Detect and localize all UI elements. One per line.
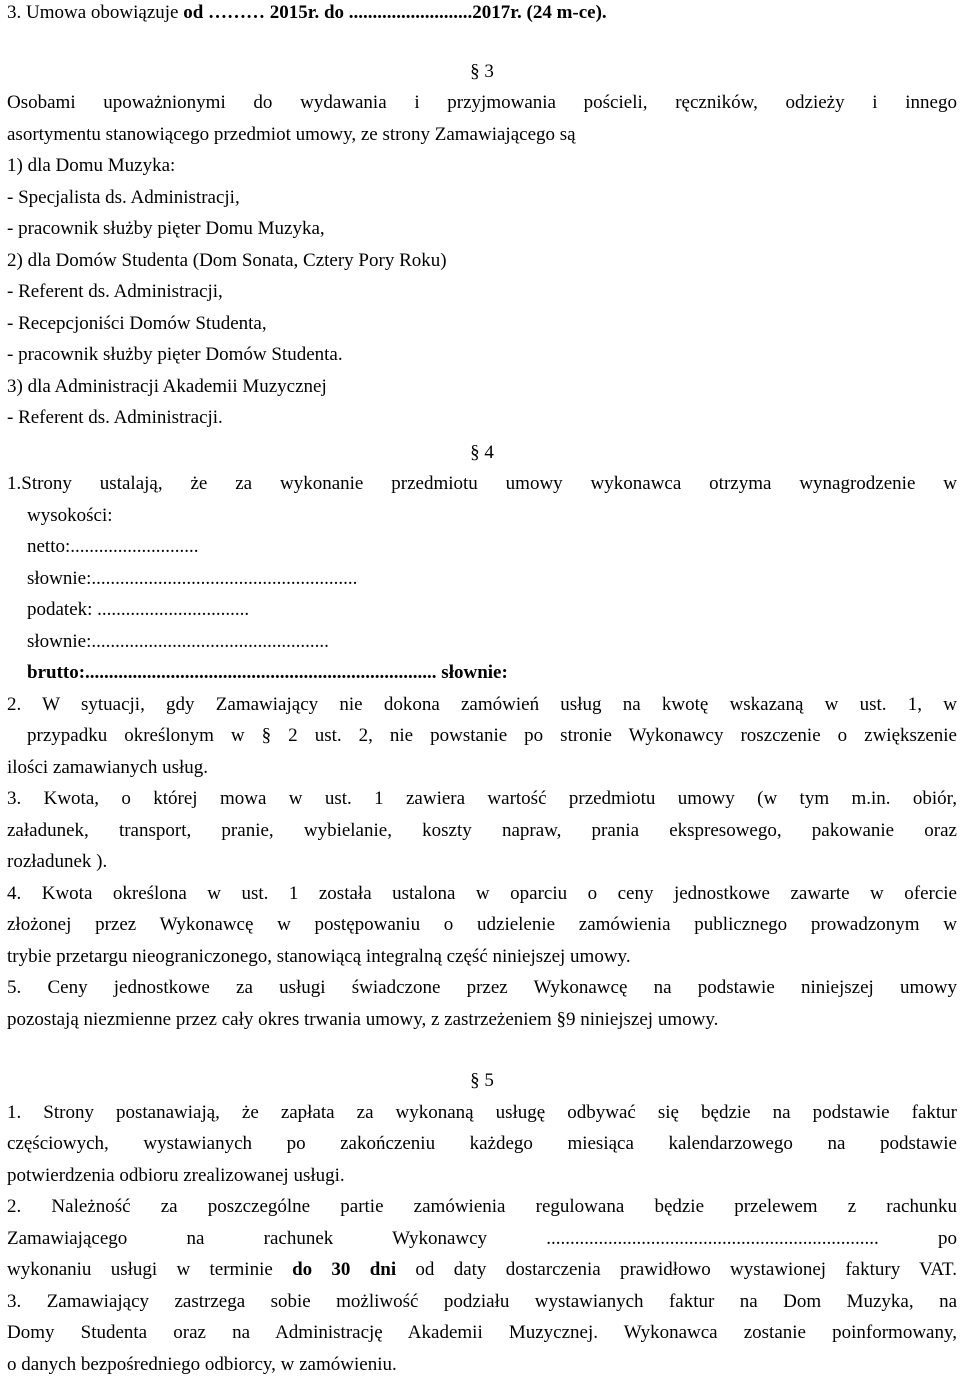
section-5-p3-line: Domy Studenta oraz na Administrację Akademii Muzycznej. Wykonawca zostanie poinformowany, (7, 1317, 957, 1349)
section-4-p2-line: przypadku określonym w § 2 ust. 2, nie powstanie po stronie Wykonawcy roszczenie o zwiększenie (7, 720, 957, 752)
section-5-p1-line: częściowych, wystawianych po zakończeniu każdego miesiąca kalendarzowego na podstawie (7, 1128, 957, 1160)
p2-deadline: do 30 dni (292, 1259, 396, 1280)
section-5-p2-line: 2. Należność za poszczególne partie zamówienia regulowana będzie przelewem z rachunku (7, 1191, 957, 1223)
p2-text-b: od daty dostarczenia prawidłowo wystawionej faktury VAT. (396, 1259, 957, 1280)
section-3-line: - Referent ds. Administracji, (7, 276, 957, 308)
contract-term-dates: od ……… 2015r. do ..........................2017r. (24 m-ce). (183, 2, 606, 23)
section-4-body (7, 468, 957, 1035)
section-3-body (7, 87, 957, 434)
section-4-p3-line: załadunek, transport, pranie, wybielanie, koszty napraw, prania ekspresowego, pakowanie oraz (7, 815, 957, 847)
p2-text-a: wykonaniu usługi w terminie (7, 1259, 292, 1280)
section-3-line: - Recepcjoniści Domów Studenta, (7, 308, 957, 340)
tax-field: podatek: ................................ (7, 594, 957, 626)
section-5-p1-line: potwierdzenia odbioru zrealizowanej usługi. (7, 1160, 957, 1192)
section-3-line: 3) dla Administracji Akademii Muzycznej (7, 371, 957, 403)
section-5-body (7, 1097, 957, 1380)
section-5-heading: § 5 (7, 1065, 957, 1097)
netto-field: netto:........................... (7, 531, 957, 563)
section-3-line: - pracownik służby pięter Domu Muzyka, (7, 213, 957, 245)
contract-term-prefix: 3. Umowa obowiązuje (7, 2, 183, 23)
section-4-p3-line: rozładunek ). (7, 846, 957, 878)
section-4-p4-line: 4. Kwota określona w ust. 1 została ustalona w oparciu o ceny jednostkowe zawarte w ofercie (7, 878, 957, 910)
section-3-line: - pracownik służby pięter Domów Studenta. (7, 339, 957, 371)
section-4-p2-line: ilości zamawianych usług. (7, 752, 957, 784)
document-page (7, 0, 957, 1380)
section-3-heading: § 3 (7, 56, 957, 88)
section-4-heading: § 4 (7, 437, 957, 469)
section-3-line: asortymentu stanowiącego przedmiot umowy, ze strony Zamawiającego są (7, 119, 957, 151)
section-4-p2-line: 2. W sytuacji, gdy Zamawiający nie dokona zamówień usług na kwotę wskazaną w ust. 1, w (7, 689, 957, 721)
brutto-field (7, 657, 957, 689)
netto-words-field: słownie:........................................................ (7, 563, 957, 595)
brutto-text: brutto:.......................................................................... słownie: (27, 662, 508, 683)
section-5-p2-line-3 (7, 1254, 957, 1286)
section-3-line: 2) dla Domów Studenta (Dom Sonata, Cztery Pory Roku) (7, 245, 957, 277)
section-3-line: 1) dla Domu Muzyka: (7, 150, 957, 182)
section-3-line: - Referent ds. Administracji. (7, 402, 957, 434)
section-4-p4-line: trybie przetargu nieograniczonego, stanowiącą integralną część niniejszej umowy. (7, 941, 957, 973)
section-5-p3-line: 3. Zamawiający zastrzega sobie możliwość podziału wystawianych faktur na Dom Muzyka, na (7, 1286, 957, 1318)
contract-term-line (7, 0, 957, 29)
section-4-p3-line: 3. Kwota, o której mowa w ust. 1 zawiera wartość przedmiotu umowy (w tym m.in. obiór, (7, 783, 957, 815)
remuneration-intro-cont: wysokości: (7, 500, 957, 532)
section-4-p4-line: złożonej przez Wykonawcę w postępowaniu o udzielenie zamówienia publicznego prowadzonym w (7, 909, 957, 941)
section-3-line: - Specjalista ds. Administracji, (7, 182, 957, 214)
tax-words-field: słownie:.................................................. (7, 626, 957, 658)
section-4-p5-line: 5. Ceny jednostkowe za usługi świadczone przez Wykonawcę na podstawie niniejszej umowy (7, 972, 957, 1004)
section-5-p3-line: o danych bezpośredniego odbiorcy, w zamówieniu. (7, 1349, 957, 1380)
section-4-p5-line: pozostają niezmienne przez cały okres trwania umowy, z zastrzeżeniem §9 niniejszej umowy. (7, 1004, 957, 1036)
section-5-p1-line: 1. Strony postanawiają, że zapłata za wykonaną usługę odbywać się będzie na podstawie faktur (7, 1097, 957, 1129)
section-3-line: Osobami upoważnionymi do wydawania i przyjmowania pościeli, ręczników, odzieży i innego (7, 87, 957, 119)
remuneration-intro: 1.Strony ustalają, że za wykonanie przedmiotu umowy wykonawca otrzyma wynagrodzenie w (7, 468, 957, 500)
section-5-p2-line: Zamawiającego na rachunek Wykonawcy ...................................................................... po (7, 1223, 957, 1255)
